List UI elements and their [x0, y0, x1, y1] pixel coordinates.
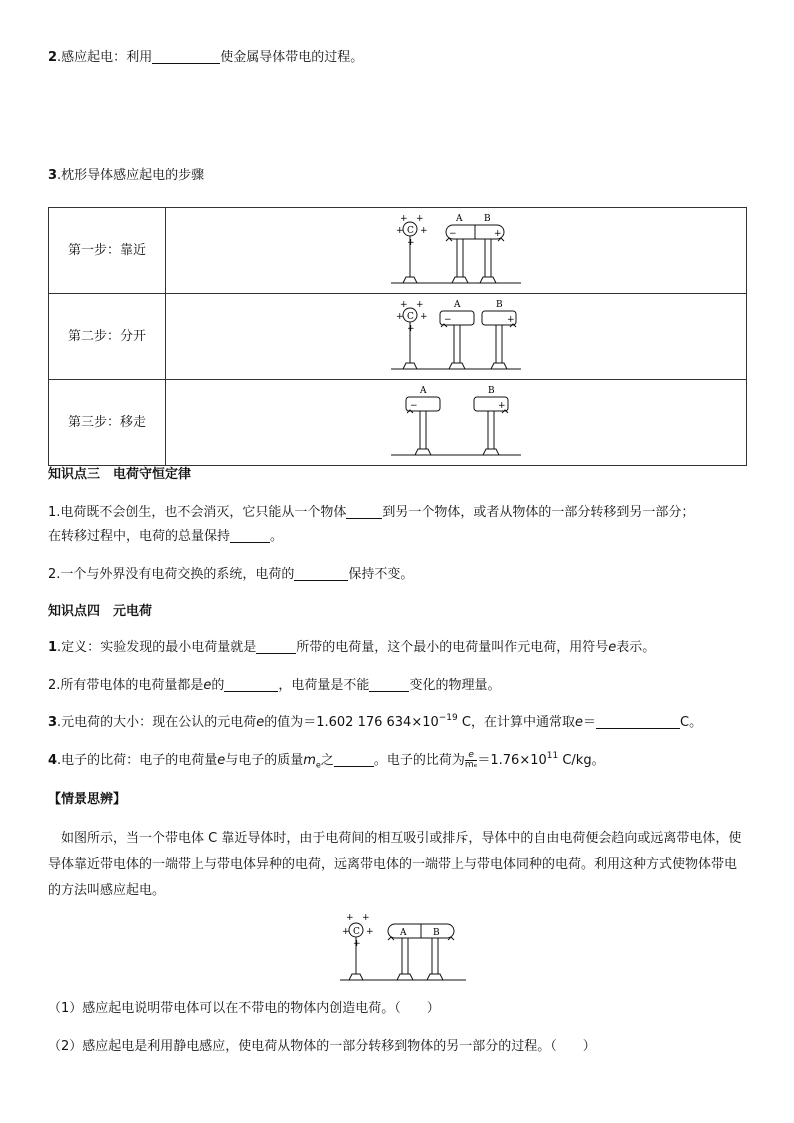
section-2-text-post: 使金属导体带电的过程。	[220, 50, 364, 65]
k4-text: 与电子的质量	[225, 753, 304, 768]
plus-sign: +	[420, 225, 428, 236]
k3-text: 到另一个物体，或者从物体的一部分转移到另一部分；	[382, 505, 695, 520]
step-1-diagram	[386, 211, 526, 291]
plus-sign: +	[416, 299, 424, 310]
scene-paragraph: 如图所示，当一个带电体 C 靠近导体时，由于电荷间的相互吸引或排斥，导体中的自由电荷便会趋向或远离带电体，使导体靠近带电体的一端带上与带电体异种的电荷，远离带电体的一端带上与带电体同种的电荷。利用这种方式使物体带电的方法叫感应起电。	[48, 831, 742, 898]
plus-sign: +	[494, 228, 502, 239]
k4-text: ，电荷量是不能	[278, 678, 370, 693]
section-2-number: 2	[48, 50, 58, 65]
k4-text: 变化的物理量。	[409, 678, 501, 693]
k4-item-number: 4	[48, 753, 58, 768]
k4-text: 的值为	[264, 715, 304, 730]
step-2-label: 第二步：分开	[49, 294, 166, 380]
table-row	[49, 294, 747, 380]
specific-charge-fraction	[465, 751, 478, 770]
k4-item-number: 3	[48, 715, 58, 730]
k4-text: 的	[211, 678, 225, 693]
k3-text: 2.一个与外界没有电荷交换的系统，电荷的	[48, 567, 295, 582]
step-2-diagram	[386, 297, 526, 377]
k4-text: 实验发现的最小电荷量就是	[100, 640, 257, 655]
charge-c-label: C	[407, 311, 414, 322]
plus-sign: +	[498, 400, 506, 411]
k3-para-2	[48, 565, 413, 585]
section-3-title	[48, 166, 204, 186]
k4-item-number: 1	[48, 640, 58, 655]
step-1-figure	[166, 208, 747, 294]
k4-text: 电子的电荷量	[139, 753, 218, 768]
section-3-number: 3	[48, 168, 58, 183]
induction-steps-table	[48, 207, 747, 466]
b-label: B	[484, 213, 491, 224]
b-label: B	[496, 299, 503, 310]
k3-para-1-line-2	[48, 527, 283, 547]
minus-sign: −	[449, 228, 457, 239]
k3-text: 在转移过程中，电荷的总量保持	[48, 529, 231, 544]
answer-blank[interactable]	[369, 677, 409, 692]
answer-blank[interactable]	[256, 639, 296, 654]
scene-heading: 【情景思辨】	[48, 792, 127, 807]
answer-blank[interactable]	[230, 528, 270, 543]
table-row	[49, 380, 747, 466]
plus-sign: +	[400, 299, 408, 310]
plus-sign: +	[366, 927, 374, 937]
step-3-label: 第三步：移走	[49, 380, 166, 466]
k4-text: 现在公认的元电荷	[152, 715, 257, 730]
plus-sign: +	[407, 237, 415, 248]
answer-blank[interactable]	[346, 504, 382, 519]
k4-text: 表示。	[616, 640, 656, 655]
minus-sign: −	[444, 314, 452, 325]
exponent: −19	[438, 713, 458, 723]
plus-sign: +	[507, 314, 515, 325]
plus-sign: +	[362, 913, 370, 923]
question-2: （2）感应起电是利用静电感应，使电荷从物体的一部分转移到物体的另一部分的过程。（ ）	[48, 1039, 596, 1054]
k4-item-title: .定义：	[57, 640, 101, 655]
a-label: A	[454, 299, 461, 310]
k4-text: 所带的电荷量，这个最小的电荷量叫作元电荷，用符号	[296, 640, 609, 655]
charge-c-label: C	[407, 225, 414, 236]
answer-blank[interactable]	[224, 677, 278, 692]
k4-text: 。电子的比荷为	[373, 753, 465, 768]
a-label: A	[456, 213, 463, 224]
symbol-e: e	[574, 715, 583, 730]
plus-sign: +	[353, 939, 361, 949]
section-2-line	[48, 48, 363, 68]
k4-text: ＝	[582, 715, 596, 730]
plus-sign: +	[342, 927, 350, 937]
symbol-e: e	[256, 715, 265, 730]
section-2-title: .感应起电：	[57, 50, 127, 65]
k3-text: 。	[270, 529, 284, 544]
knowledge-point-4-heading: 知识点四 元电荷	[48, 604, 153, 619]
symbol-m: m	[303, 753, 316, 768]
step-1-label: 第一步：靠近	[49, 208, 166, 294]
answer-blank[interactable]	[334, 752, 374, 767]
symbol-e: e	[217, 753, 226, 768]
plus-sign: +	[396, 225, 404, 236]
k4-text: C。	[680, 715, 703, 730]
k4-text: 之	[320, 753, 334, 768]
fraction-numerator: e	[468, 750, 474, 760]
k4-para-2	[48, 676, 500, 696]
step-3-diagram	[386, 383, 526, 463]
minus-sign: −	[410, 400, 418, 411]
k3-text: 保持不变。	[348, 567, 414, 582]
symbol-e: e	[608, 640, 617, 655]
charge-c-label: C	[353, 927, 360, 937]
question-1: （1）感应起电说明带电体可以在不带电的物体内创造电荷。（ ）	[48, 1001, 440, 1016]
fraction-denominator: mₑ	[464, 760, 478, 770]
answer-blank[interactable]	[152, 49, 220, 64]
answer-blank[interactable]	[596, 714, 680, 729]
step-3-figure	[166, 380, 747, 466]
k4-text: ＝1.76×10	[477, 753, 547, 768]
plus-sign: +	[346, 913, 354, 923]
k4-item-title: .电子的比荷：	[57, 753, 140, 768]
symbol-e: e	[203, 678, 212, 693]
a-label: A	[400, 928, 407, 938]
induction-diagram	[338, 908, 468, 984]
k4-para-4	[48, 750, 605, 772]
b-label: B	[488, 385, 495, 396]
k4-para-3	[48, 712, 702, 733]
plus-sign: +	[400, 213, 408, 224]
k4-text: 2.所有带电体的电荷量都是	[48, 678, 204, 693]
knowledge-point-3-heading: 知识点三 电荷守恒定律	[48, 467, 192, 482]
k3-para-1-line-1	[48, 503, 694, 523]
table-row	[49, 208, 747, 294]
exponent: 11	[546, 751, 559, 761]
a-label: A	[420, 385, 427, 396]
b-label: B	[433, 928, 440, 938]
step-2-figure	[166, 294, 747, 380]
k4-item-title: .元电荷的大小：	[57, 715, 153, 730]
plus-sign: +	[416, 213, 424, 224]
k3-text: 1.电荷既不会创生，也不会消灭，它只能从一个物体	[48, 505, 347, 520]
elementary-charge-value: ＝1.602 176 634×10	[303, 715, 439, 730]
plus-sign: +	[407, 323, 415, 334]
section-3-title-text: .枕形导体感应起电的步骤	[57, 168, 205, 183]
plus-sign: +	[420, 311, 428, 322]
k4-text: C/kg。	[558, 753, 605, 768]
k4-para-1	[48, 638, 655, 658]
section-2-text-pre: 利用	[126, 50, 153, 65]
subscript-e: e	[315, 760, 321, 770]
k4-text: C，在计算中通常取	[457, 715, 575, 730]
plus-sign: +	[396, 311, 404, 322]
answer-blank[interactable]	[294, 566, 348, 581]
